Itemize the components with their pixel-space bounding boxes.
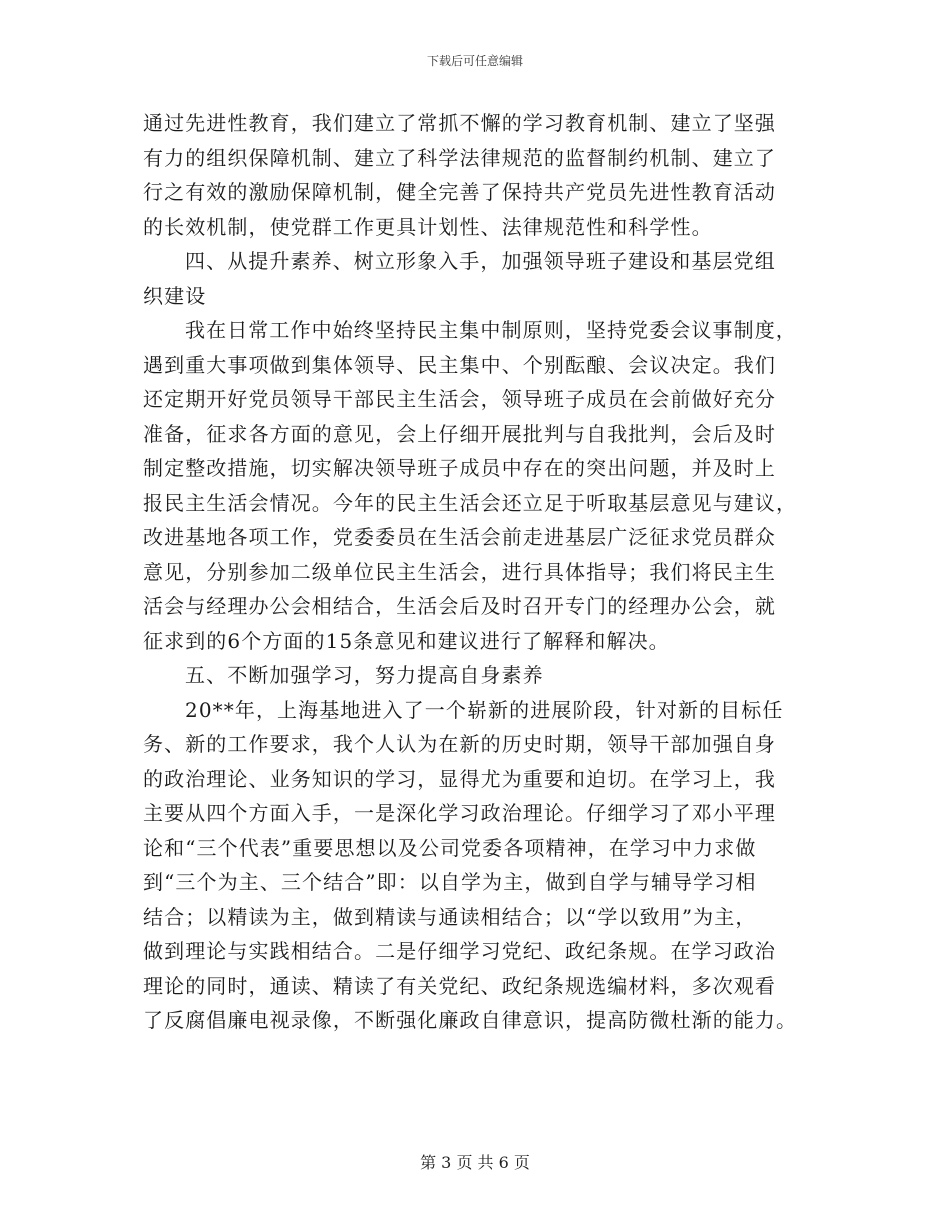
text-line: 改进基地各项工作，党委委员在生活会前走进基层广泛征求党员群众 bbox=[143, 525, 776, 549]
page-header-note: 下载后可任意编辑 bbox=[426, 54, 523, 68]
section-heading-4: 四、从提升素养、树立形象入手，加强领导班子建设和基层党组 bbox=[185, 249, 776, 273]
text-line: 结合；以精读为主，做到精读与通读相结合；以“学以致用”为主， bbox=[143, 904, 757, 929]
text-line: 通过先进性教育，我们建立了常抓不懈的学习教育机制、建立了坚强 bbox=[143, 111, 776, 135]
text-line: 理论的同时，通读、精读了有关党纪、政纪条规选编材料，多次观看 bbox=[143, 973, 776, 998]
text-line: 务、新的工作要求，我个人认为在新的历史时期，领导干部加强自身 bbox=[143, 732, 776, 756]
text-line: 做到理论与实践相结合。二是仔细学习党纪、政纪条规。在学习政治 bbox=[143, 939, 776, 963]
text-line: 我在日常工作中始终坚持民主集中制原则，坚持党委会议事制度， bbox=[185, 318, 797, 342]
page-number: 第 3 页 共 6 页 bbox=[420, 1153, 530, 1172]
text-line: 了反腐倡廉电视录像，不断强化廉政自律意识，提高防微杜渐的能力。 bbox=[143, 1008, 798, 1032]
text-line: 意见，分别参加二级单位民主生活会，进行具体指导；我们将民主生 bbox=[143, 559, 776, 584]
section-heading-5: 五、不断加强学习，努力提高自身素养 bbox=[185, 663, 544, 687]
text-line: 20**年，上海基地进入了一个崭新的进展阶段，针对新的目标任 bbox=[185, 697, 784, 722]
text-line: 的长效机制，使党群工作更具计划性、法律规范性和科学性。 bbox=[143, 214, 713, 239]
text-line: 到“三个为主、三个结合”即：以自学为主，做到自学与辅导学习相 bbox=[143, 870, 757, 894]
text-line: 活会与经理办公会相结合，生活会后及时召开专门的经理办公会，就 bbox=[143, 594, 776, 618]
text-line: 征求到的6个方面的15条意见和建议进行了解释和解决。 bbox=[143, 628, 670, 653]
document-body bbox=[143, 106, 811, 1038]
text-line: 遇到重大事项做到集体领导、民主集中、个别酝酿、会议决定。我们 bbox=[143, 352, 776, 377]
text-line: 制定整改措施，切实解决领导班子成员中存在的突出问题，并及时上 bbox=[143, 456, 776, 480]
text-line: 还定期开好党员领导干部民主生活会，领导班子成员在会前做好充分 bbox=[143, 387, 776, 411]
text-line: 论和“三个代表”重要思想以及公司党委各项精神，在学习中力求做 bbox=[143, 835, 757, 860]
section-heading-4-cont: 织建设 bbox=[143, 283, 207, 308]
text-line: 报民主生活会情况。今年的民主生活会还立足于听取基层意见与建议， bbox=[143, 490, 798, 515]
text-line: 的政治理论、业务知识的学习，显得尤为重要和迫切。在学习上，我 bbox=[143, 766, 776, 791]
text-line: 有力的组织保障机制、建立了科学法律规范的监督制约机制、建立了 bbox=[143, 145, 776, 170]
text-line: 行之有效的激励保障机制，健全完善了保持共产党员先进性教育活动 bbox=[143, 180, 776, 204]
text-line: 准备，征求各方面的意见，会上仔细开展批判与自我批判，会后及时 bbox=[143, 421, 776, 446]
text-line: 主要从四个方面入手，一是深化学习政治理论。仔细学习了邓小平理 bbox=[143, 801, 776, 825]
